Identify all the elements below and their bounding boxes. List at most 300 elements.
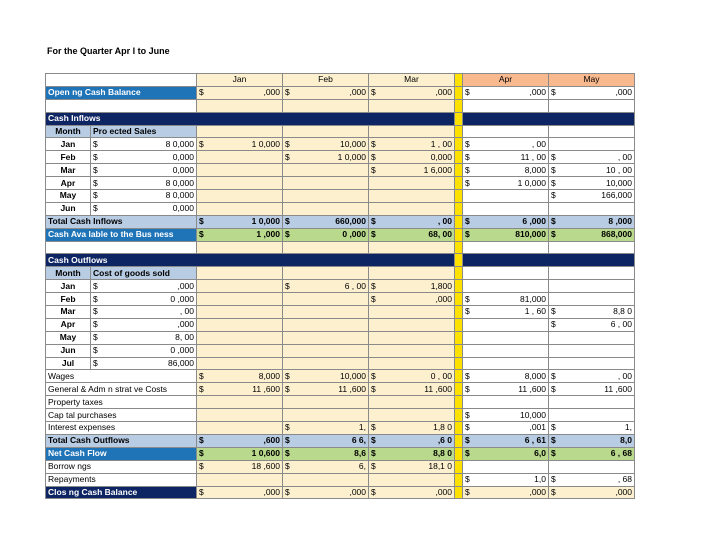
item-amount (91, 357, 197, 370)
blank (197, 267, 283, 280)
value-mar (369, 228, 455, 241)
value-may (549, 318, 635, 331)
divider-cell (455, 473, 463, 486)
item-amount (91, 177, 197, 190)
sub-header (46, 267, 635, 280)
divider-cell (455, 409, 463, 422)
amount: ,000 (435, 293, 452, 304)
value-jan (197, 370, 283, 383)
currency-symbol: $ (465, 216, 470, 227)
row-label: Clos ng Cash Balance (46, 486, 197, 499)
value-may (549, 422, 635, 435)
currency-symbol: $ (465, 448, 470, 459)
divider-cell (455, 190, 463, 203)
item-month: May (46, 331, 91, 344)
amount: 8,000 (258, 370, 280, 381)
value-jan (197, 422, 283, 435)
divider-cell (455, 215, 463, 228)
value-feb (283, 177, 369, 190)
currency-symbol: $ (285, 461, 290, 472)
blank (463, 112, 635, 125)
amount: 6 , 61 (524, 435, 546, 446)
value-may (549, 370, 635, 383)
amount: ,000 (435, 87, 452, 98)
value-mar (369, 190, 455, 203)
divider-cell (455, 125, 463, 138)
currency-symbol: $ (465, 306, 470, 317)
amount: 6 , 00 (344, 280, 366, 291)
amount: 0,000 (430, 151, 452, 162)
divider-cell (455, 241, 463, 254)
divider-cell (455, 460, 463, 473)
currency-symbol: $ (465, 383, 470, 394)
currency-symbol: $ (465, 486, 470, 497)
opening-balance-row (46, 86, 635, 99)
value-apr (463, 306, 549, 319)
column-header-mar: Mar (369, 74, 455, 87)
amount: 0,000 (172, 164, 194, 175)
amount: ,000 (263, 486, 280, 497)
currency-symbol: $ (285, 87, 290, 98)
list-item (46, 177, 635, 190)
value-mar (369, 280, 455, 293)
value-feb (283, 228, 369, 241)
value-mar (369, 409, 455, 422)
currency-symbol: $ (371, 461, 376, 472)
amount: 8,6 (354, 448, 366, 459)
value-jan (197, 460, 283, 473)
list-item (46, 293, 635, 306)
amount: 11 ,600 (604, 383, 632, 394)
currency-symbol: $ (285, 151, 290, 162)
spacer-row (46, 99, 635, 112)
value-jan (197, 306, 283, 319)
amount: , 00 (617, 151, 632, 162)
value-jan (197, 280, 283, 293)
blank (46, 241, 197, 254)
value-jan (197, 486, 283, 499)
cash-flow-table (45, 73, 635, 499)
value-feb (283, 409, 369, 422)
value-jan (197, 177, 283, 190)
list-item (46, 164, 635, 177)
value-jan (197, 383, 283, 396)
amount: 1 , 00 (430, 138, 452, 149)
amount: 6 ,000 (522, 216, 546, 227)
currency-symbol: $ (93, 332, 98, 343)
value-jan (197, 473, 283, 486)
divider-cell (455, 74, 463, 87)
capital-purchases-row (46, 409, 635, 422)
value-feb (283, 396, 369, 409)
value-mar (369, 138, 455, 151)
value-feb (283, 215, 369, 228)
amount: ,000 (263, 87, 280, 98)
total-outflows-row (46, 434, 635, 447)
amount-col-header: Pro ected Sales (91, 125, 197, 138)
value-apr (463, 138, 549, 151)
amount: , 00 (179, 306, 194, 317)
amount: 166,000 (601, 190, 632, 201)
item-amount (91, 293, 197, 306)
item-month: May (46, 190, 91, 203)
value-apr (463, 86, 549, 99)
currency-symbol: $ (199, 383, 204, 394)
value-jan (197, 86, 283, 99)
amount: 0 , 00 (430, 370, 452, 381)
value-jan (197, 357, 283, 370)
amount: 1 0,000 (251, 138, 280, 149)
value-may (549, 151, 635, 164)
amount: 10 , 00 (606, 164, 632, 175)
divider-cell (455, 86, 463, 99)
amount: 660,000 (335, 216, 366, 227)
wages-row (46, 370, 635, 383)
currency-symbol: $ (371, 370, 376, 381)
item-month: Jan (46, 280, 91, 293)
amount: 0 ,000 (170, 293, 194, 304)
divider-cell (455, 383, 463, 396)
divider-cell (455, 357, 463, 370)
currency-symbol: $ (285, 280, 290, 291)
value-may (549, 280, 635, 293)
blank (463, 99, 549, 112)
amount: ,6 0 (437, 435, 452, 446)
currency-symbol: $ (285, 370, 290, 381)
currency-symbol: $ (93, 190, 98, 201)
value-may (549, 164, 635, 177)
ga-costs-row (46, 383, 635, 396)
value-feb (283, 344, 369, 357)
value-may (549, 293, 635, 306)
blank (369, 125, 455, 138)
section-header (46, 254, 635, 267)
divider-cell (455, 344, 463, 357)
amount: 10,000 (340, 138, 366, 149)
currency-symbol: $ (93, 151, 98, 162)
value-mar (369, 86, 455, 99)
item-month: Jul (46, 357, 91, 370)
currency-symbol: $ (285, 422, 290, 433)
value-apr (463, 331, 549, 344)
currency-symbol: $ (93, 203, 98, 214)
page-title: For the Quarter Apr l to June (47, 46, 170, 56)
item-amount (91, 280, 197, 293)
spacer-row (46, 241, 635, 254)
value-may (549, 473, 635, 486)
amount: 1 ,000 (256, 229, 280, 240)
amount: 1,800 (430, 280, 452, 291)
amount: 8 0,000 (165, 138, 194, 149)
list-item (46, 151, 635, 164)
amount: 8,8 0 (433, 448, 452, 459)
currency-symbol: $ (551, 216, 556, 227)
amount: 8, 00 (175, 332, 194, 343)
borrowings-row (46, 460, 635, 473)
column-header-jan: Jan (197, 74, 283, 87)
value-may (549, 228, 635, 241)
amount: 0,000 (172, 151, 194, 162)
currency-symbol: $ (93, 280, 98, 291)
item-amount (91, 190, 197, 203)
currency-symbol: $ (285, 138, 290, 149)
value-apr (463, 318, 549, 331)
value-jan (197, 228, 283, 241)
blank (283, 241, 369, 254)
value-feb (283, 370, 369, 383)
blank (463, 254, 635, 267)
amount: ,000 (615, 87, 632, 98)
value-feb (283, 383, 369, 396)
currency-symbol: $ (285, 229, 290, 240)
value-feb (283, 151, 369, 164)
blank (197, 241, 283, 254)
item-month: Mar (46, 164, 91, 177)
currency-symbol: $ (93, 293, 98, 304)
currency-symbol: $ (371, 293, 376, 304)
amount: 1 6,000 (423, 164, 452, 175)
net-cash-flow-row (46, 447, 635, 460)
amount: ,600 (263, 435, 280, 446)
item-month: Jun (46, 202, 91, 215)
value-feb (283, 306, 369, 319)
value-jan (197, 215, 283, 228)
divider-cell (455, 138, 463, 151)
amount: 8 0,000 (165, 177, 194, 188)
amount: 18,1 0 (428, 461, 452, 472)
currency-symbol: $ (285, 448, 290, 459)
blank (197, 125, 283, 138)
amount: 1 0,000 (337, 151, 366, 162)
value-feb (283, 422, 369, 435)
amount: 86,000 (168, 358, 194, 369)
item-month: Mar (46, 306, 91, 319)
currency-symbol: $ (371, 87, 376, 98)
value-jan (197, 318, 283, 331)
divider-cell (455, 164, 463, 177)
currency-symbol: $ (93, 138, 98, 149)
value-apr (463, 280, 549, 293)
value-apr (463, 422, 549, 435)
amount: 81,000 (520, 293, 546, 304)
value-feb (283, 318, 369, 331)
section-title: Cash Inflows (46, 112, 455, 125)
value-mar (369, 383, 455, 396)
row-label: Open ng Cash Balance (46, 86, 197, 99)
amount: 10,000 (606, 177, 632, 188)
amount: 0,000 (172, 203, 194, 214)
currency-symbol: $ (371, 486, 376, 497)
divider-cell (455, 202, 463, 215)
item-amount (91, 138, 197, 151)
list-item (46, 331, 635, 344)
value-feb (283, 357, 369, 370)
currency-symbol: $ (93, 345, 98, 356)
currency-symbol: $ (465, 177, 470, 188)
blank (46, 99, 197, 112)
property-taxes-row (46, 396, 635, 409)
value-mar (369, 357, 455, 370)
row-label: Total Cash Inflows (46, 215, 197, 228)
row-label: Wages (46, 370, 197, 383)
currency-symbol: $ (465, 229, 470, 240)
list-item (46, 357, 635, 370)
list-item (46, 280, 635, 293)
currency-symbol: $ (371, 164, 376, 175)
currency-symbol: $ (551, 164, 556, 175)
value-feb (283, 486, 369, 499)
currency-symbol: $ (551, 370, 556, 381)
value-apr (463, 190, 549, 203)
amount: 8,000 (524, 370, 546, 381)
blank (549, 267, 635, 280)
value-mar (369, 293, 455, 306)
row-label: Property taxes (46, 396, 197, 409)
divider-cell (455, 280, 463, 293)
amount: 1, (358, 422, 366, 433)
amount: 6, (358, 461, 366, 472)
blank (549, 125, 635, 138)
value-feb (283, 86, 369, 99)
column-header-apr: Apr (463, 74, 549, 87)
currency-symbol: $ (465, 87, 470, 98)
amount: ,000 (349, 486, 366, 497)
divider-cell (455, 99, 463, 112)
currency-symbol: $ (371, 280, 376, 291)
value-apr (463, 344, 549, 357)
amount: 0 ,000 (342, 229, 366, 240)
value-apr (463, 486, 549, 499)
row-label: Total Cash Outflows (46, 434, 197, 447)
value-apr (463, 151, 549, 164)
currency-symbol: $ (551, 190, 556, 201)
value-may (549, 396, 635, 409)
blank (463, 267, 549, 280)
currency-symbol: $ (199, 435, 204, 446)
currency-symbol: $ (199, 486, 204, 497)
value-apr (463, 447, 549, 460)
amount: 11 , 00 (520, 151, 546, 162)
month-col-header: Month (46, 125, 91, 138)
blank (369, 267, 455, 280)
list-item (46, 138, 635, 151)
amount: 11 ,600 (338, 383, 366, 394)
divider-cell (455, 306, 463, 319)
value-mar (369, 215, 455, 228)
value-apr (463, 202, 549, 215)
currency-symbol: $ (465, 435, 470, 446)
value-jan (197, 447, 283, 460)
value-jan (197, 331, 283, 344)
amount: , 68 (617, 474, 632, 485)
divider-cell (455, 177, 463, 190)
value-may (549, 447, 635, 460)
divider-cell (455, 267, 463, 280)
divider-cell (455, 318, 463, 331)
currency-symbol: $ (551, 319, 556, 330)
amount: 11 ,600 (252, 383, 280, 394)
blank (549, 241, 635, 254)
value-may (549, 190, 635, 203)
value-may (549, 383, 635, 396)
amount: ,001 (529, 422, 546, 433)
currency-symbol: $ (465, 293, 470, 304)
item-month: Jan (46, 138, 91, 151)
list-item (46, 306, 635, 319)
repayments-row (46, 473, 635, 486)
value-apr (463, 370, 549, 383)
list-item (46, 318, 635, 331)
currency-symbol: $ (199, 448, 204, 459)
row-label: Cash Ava lable to the Bus ness (46, 228, 197, 241)
month-header-row (46, 74, 635, 87)
amount: 8,000 (524, 164, 546, 175)
currency-symbol: $ (93, 358, 98, 369)
value-feb (283, 293, 369, 306)
value-feb (283, 164, 369, 177)
amount: 6 , 68 (610, 448, 632, 459)
amount: ,000 (177, 280, 194, 291)
currency-symbol: $ (199, 370, 204, 381)
currency-symbol: $ (93, 177, 98, 188)
item-amount (91, 202, 197, 215)
currency-symbol: $ (371, 435, 376, 446)
cash-available-row (46, 228, 635, 241)
currency-symbol: $ (285, 216, 290, 227)
currency-symbol: $ (93, 319, 98, 330)
list-item (46, 190, 635, 203)
amount: 1 0,000 (517, 177, 546, 188)
blank (283, 267, 369, 280)
value-jan (197, 293, 283, 306)
item-month: Jun (46, 344, 91, 357)
divider-cell (455, 112, 463, 125)
currency-symbol: $ (199, 461, 204, 472)
row-label: Cap tal purchases (46, 409, 197, 422)
row-label: Interest expenses (46, 422, 197, 435)
amount: , 00 (617, 370, 632, 381)
amount: 10,000 (340, 370, 366, 381)
amount: 1, (624, 422, 632, 433)
currency-symbol: $ (465, 409, 470, 420)
item-month: Apr (46, 177, 91, 190)
currency-symbol: $ (551, 486, 556, 497)
value-apr (463, 293, 549, 306)
list-item (46, 202, 635, 215)
value-jan (197, 396, 283, 409)
amount: 8 0,000 (165, 190, 194, 201)
currency-symbol: $ (285, 383, 290, 394)
value-may (549, 344, 635, 357)
amount: 1 , 60 (524, 306, 546, 317)
value-jan (197, 138, 283, 151)
value-jan (197, 164, 283, 177)
amount: 1 0,600 (251, 448, 280, 459)
blank (283, 99, 369, 112)
currency-symbol: $ (465, 138, 470, 149)
item-amount (91, 164, 197, 177)
value-apr (463, 357, 549, 370)
currency-symbol: $ (93, 164, 98, 175)
value-may (549, 486, 635, 499)
item-month: Feb (46, 151, 91, 164)
amount: 6,0 (534, 448, 546, 459)
value-jan (197, 151, 283, 164)
value-feb (283, 138, 369, 151)
amount: 11 ,600 (518, 383, 546, 394)
item-amount (91, 344, 197, 357)
value-apr (463, 460, 549, 473)
